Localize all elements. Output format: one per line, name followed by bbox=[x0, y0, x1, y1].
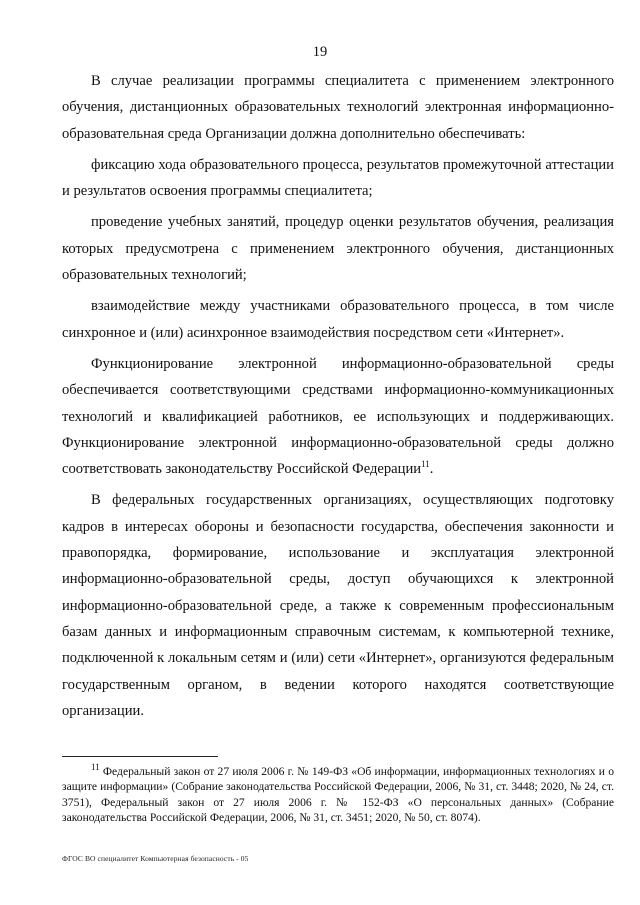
paragraph-functioning-text: Функционирование электронной информационно-образовательной среды обеспечивается соответствующими средствами информационно-коммуникационных технологий и квалификацией работников, ее использующих и поддерживающих. Функционирование электронной информационно-образовательной среды должно соответствовать законодательству Российской Федерации bbox=[62, 355, 614, 478]
footnote bbox=[62, 764, 614, 826]
footnote-text: Федеральный закон от 27 июля 2006 г. № 149-ФЗ «Об информации, информационных технологиях и о защите информации» (Собрание законодательства Российской Федерации, 2006, № 31, ст. 3448; 2020, № 24, ст. 3751), Федеральный закон от 27 июля 2006 г. № 152-ФЗ «О персональных данных» (Собрание законодательства Российской Федерации, 2006, № 31, ст. 3451; 2020, № 50, ст. 8074). bbox=[62, 765, 614, 825]
paragraph-list-item-2: проведение учебных занятий, процедур оценки результатов обучения, реализация которых предусмотрена с применением электронного обучения, дистанционных образовательных технологий; bbox=[62, 214, 614, 284]
main-text bbox=[62, 68, 614, 724]
footnote-reference[interactable]: 11 bbox=[421, 459, 430, 470]
page-number: 19 bbox=[312, 44, 328, 60]
paragraph-functioning bbox=[62, 351, 614, 482]
paragraph-list-item-3: взаимодействие между участниками образовательного процесса, в том числе синхронное и (или) асинхронное взаимодействия посредством сети «Интернет». bbox=[62, 298, 614, 341]
paragraph-list-item-1: фиксацию хода образовательного процесса, результатов промежуточной аттестации и результатов освоения программы специалитета; bbox=[62, 156, 614, 200]
paragraph-federal-organizations: В федеральных государственных организациях, осуществляющих подготовку кадров в интересах обороны и безопасности государства, обеспечения законности и правопорядка, формирование, использование и эксплуатация электронной информационно-образовательной среды, доступ обучающихся к электронной информационно-образовательной среде, а также к современным профессиональным базам данных и информационным справочным системам, к компьютерной технике, подключенной к локальным сетям и (или) сети «Интернет», организуются федеральным государственным органом, в ведении которого находятся соответствующие организации. bbox=[62, 492, 614, 719]
page-footer: ФГОС ВО специалитет Компьютерная безопасность - 05 bbox=[62, 854, 249, 863]
paragraph-intro: В случае реализации программы специалитета с применением электронного обучения, дистанционных образовательных технологий электронная информационно-образовательная среда Организации должна дополнительно обеспечивать: bbox=[62, 73, 614, 142]
footnote-separator bbox=[62, 756, 218, 757]
footnote-number: 11 bbox=[91, 762, 100, 773]
paragraph-functioning-end: . bbox=[429, 461, 434, 478]
